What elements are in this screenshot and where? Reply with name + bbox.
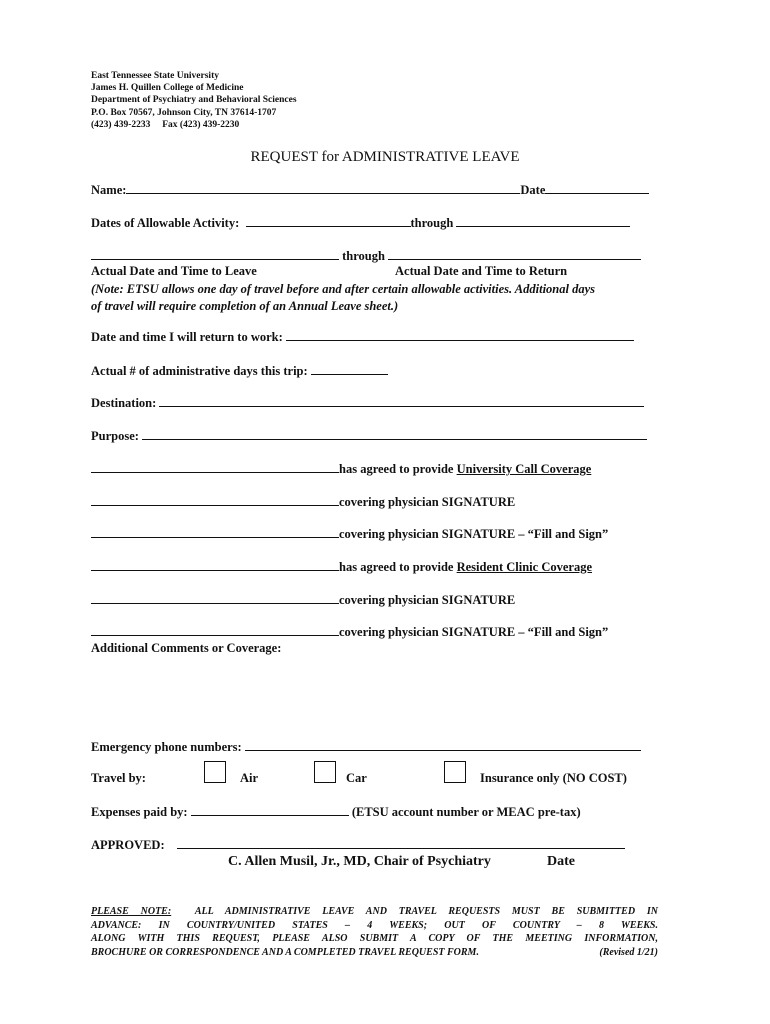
coverage-text: covering physician SIGNATURE [339, 495, 516, 509]
coverage-row [91, 592, 515, 608]
destination-field[interactable] [159, 395, 644, 407]
coverage-type: Resident Clinic Coverage [456, 560, 593, 574]
car-checkbox[interactable] [314, 761, 336, 783]
coverage-row [91, 526, 608, 542]
revised-date: (Revised 1/21) [599, 946, 658, 958]
college-name: James H. Quillen College of Medicine [91, 83, 244, 94]
expenses-row [91, 804, 581, 820]
coverage-text: has agreed to provide [339, 560, 457, 574]
signature-field[interactable] [91, 526, 339, 538]
name-row [91, 182, 649, 198]
department-name: Department of Psychiatry and Behavioral Sciences [91, 95, 297, 106]
allowable-row [91, 215, 630, 231]
leave-label: Actual Date and Time to Leave [91, 264, 257, 278]
expenses-field[interactable] [191, 804, 349, 816]
approved-row [91, 837, 625, 853]
emergency-label: Emergency phone numbers: [91, 740, 242, 754]
purpose-field[interactable] [142, 428, 647, 440]
emergency-row [91, 739, 641, 755]
coverage-text: covering physician SIGNATURE – “Fill and Sign” [339, 527, 609, 541]
destination-row [91, 395, 644, 411]
footer-line-1 [91, 905, 658, 919]
insurance-only-checkbox[interactable] [444, 761, 466, 783]
through-label: through [410, 216, 454, 230]
return-work-label: Date and time I will return to work: [91, 330, 283, 344]
contact-line [91, 119, 297, 131]
approver-name: C. Allen Musil, Jr., MD, Chair of Psychiatry [228, 854, 491, 869]
footer-text: BROCHURE OR CORRESPONDENCE AND A COMPLETED TRAVEL REQUEST FORM. [91, 946, 479, 958]
purpose-label: Purpose: [91, 429, 139, 443]
admin-days-field[interactable] [311, 363, 388, 375]
coverage-row [91, 494, 515, 510]
air-checkbox[interactable] [204, 761, 226, 783]
please-note: PLEASE NOTE: [91, 906, 172, 917]
coverage-row [91, 559, 592, 575]
destination-label: Destination: [91, 396, 157, 410]
emergency-field[interactable] [245, 739, 641, 751]
purpose-row [91, 428, 647, 444]
footer-line-3: ALONG WITH THIS REQUEST, PLEASE ALSO SUBMIT A COPY OF THE MEETING INFORMATION, [91, 933, 658, 944]
travel-label: Travel by: [91, 771, 146, 785]
date-label: Date [520, 183, 546, 197]
address: P.O. Box 70567, Johnson City, TN 37614-1707 [91, 107, 277, 118]
phone: (423) 439-2233 [91, 119, 151, 130]
insurance-only-label: Insurance only (NO COST) [480, 771, 627, 785]
coverage-row [91, 461, 591, 477]
footer-text: ALL ADMINISTRATIVE LEAVE AND TRAVEL REQUESTS MUST BE SUBMITTED IN [194, 906, 659, 917]
signature-field[interactable] [91, 624, 339, 636]
note [91, 281, 595, 315]
expenses-note: (ETSU account number or MEAC pre-tax) [351, 805, 581, 819]
through-label-2: through [342, 249, 385, 263]
footer-line-4 [91, 946, 658, 960]
admin-days-row [91, 363, 388, 379]
admin-days-label: Actual # of administrative days this trip: [91, 364, 308, 378]
footer-note [91, 905, 658, 959]
coverage-text: covering physician SIGNATURE [339, 593, 516, 607]
note-line-1: (Note: ETSU allows one day of travel before and after certain allowable activities. Additional days [91, 282, 596, 296]
coverage-text: covering physician SIGNATURE – “Fill and Sign” [339, 625, 609, 639]
return-work-row [91, 329, 634, 345]
footer-line-2: ADVANCE: IN COUNTRY/UNITED STATES – 4 WEEKS; OUT OF COUNTRY – 8 WEEKS. [91, 919, 658, 931]
comments-area[interactable] [91, 662, 657, 732]
letterhead [91, 70, 297, 131]
university-name: East Tennessee State University [91, 71, 219, 81]
name-field[interactable] [126, 182, 520, 194]
date-field[interactable] [545, 182, 649, 194]
return-datetime-field[interactable] [388, 248, 641, 260]
return-label: Actual Date and Time to Return [395, 264, 568, 278]
coverage-type: University Call Coverage [456, 462, 592, 476]
allowable-start-field[interactable] [246, 215, 411, 227]
signature-field[interactable] [91, 592, 339, 604]
approver-date-label: Date [547, 854, 575, 869]
return-work-field[interactable] [286, 329, 634, 341]
signature-field[interactable] [91, 494, 339, 506]
coverage-name-field[interactable] [91, 559, 339, 571]
air-label: Air [240, 771, 259, 785]
coverage-text: has agreed to provide [339, 462, 457, 476]
coverage-row [91, 624, 608, 640]
allowable-end-field[interactable] [456, 215, 630, 227]
leave-datetime-field[interactable] [91, 248, 339, 260]
car-label: Car [346, 771, 367, 785]
allowable-label: Dates of Allowable Activity: [91, 216, 240, 230]
name-label: Name: [91, 183, 127, 197]
approved-label: APPROVED: [91, 838, 165, 852]
travel-dates-row [91, 248, 641, 264]
note-line-2: of travel will require completion of an Annual Leave sheet.) [91, 299, 399, 313]
comments-label: Additional Comments or Coverage: [91, 641, 282, 655]
approval-signature-field[interactable] [177, 837, 625, 849]
fax: Fax (423) 439-2230 [162, 119, 240, 130]
form-title: REQUEST for ADMINISTRATIVE LEAVE [250, 149, 520, 165]
coverage-name-field[interactable] [91, 461, 339, 473]
expenses-label: Expenses paid by: [91, 805, 188, 819]
